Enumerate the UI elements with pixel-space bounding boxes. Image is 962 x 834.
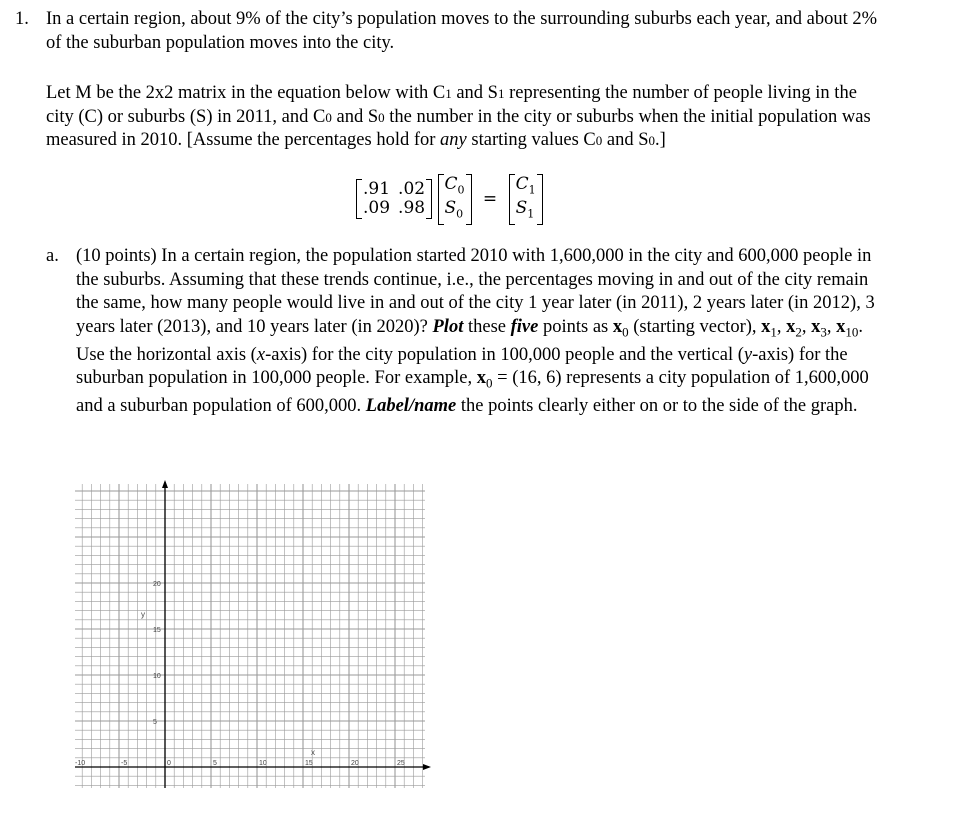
problem-number: 1. [15, 9, 29, 29]
x-tick-label: -5 [121, 760, 128, 767]
x-tick-label: 5 [213, 760, 217, 767]
vector-initial: $C_0$ $S_0$ [438, 174, 472, 225]
x-axis-arrow [423, 764, 431, 770]
equals-sign: = [482, 188, 498, 209]
part-a-text: (10 points) In a certain region, the population started 2010 with 1,600,000 in the city and 600,000 people in the suburbs. Assuming that these trends continue, i.e., the percentages moving in and out of the city remain the same, how many people would live in and out of the city 1 year later (in 2011), 2 years later (in 2012), 3 years later (2013), and 10 years later (in 2020)? Plot these five points as $x_0$ (starting vector), $x_1$, $x_2$, $x_3$, $x_{10}$. Use the horizontal axis (x-axis) for the city population in 100,000 people and the vertical (y-axis) for the suburban population in 100,000 people. For example, $x_0 = (16$, 6) represents a city population of 1,600,000 and a suburban population of 600,000. Label/name the points clearly either on or to the side of the graph. [76, 246, 875, 417]
graph-paper[interactable] [73, 480, 433, 800]
y-tick-label: 10 [153, 673, 161, 680]
matrix-equation [356, 174, 543, 225]
part-a-label: a. [46, 246, 59, 266]
x-tick-label: 25 [397, 760, 405, 767]
vector-result: $C_1$ $S_1$ [509, 174, 543, 225]
x-tick-label: 15 [305, 760, 313, 767]
y-axis-arrow [162, 480, 168, 488]
y-tick-label: 15 [153, 627, 161, 634]
x-axis-label: x [311, 748, 315, 757]
problem-setup: Let M be the 2x2 matrix in the equation below with C1 and S1 representing the number of people living in the city (C) or suburbs (S) in 2011, and C0 and S0 the number in the city or suburbs when the initial population was measured in 2010. [Assume the percentages hold for any starting values C0 and S0.] [46, 83, 871, 150]
x-tick-label: 10 [259, 760, 267, 767]
x-tick-label: 0 [167, 760, 171, 767]
matrix-m: .91 .02 .09 .98 [356, 179, 432, 219]
y-tick-label: 5 [153, 719, 157, 726]
x-tick-label: -10 [75, 760, 86, 767]
x-tick-label: 20 [351, 760, 359, 767]
y-axis-label: y [141, 610, 145, 619]
y-tick-label: 20 [153, 581, 161, 588]
problem-intro: In a certain region, about 9% of the city’s population moves to the surrounding suburbs each year, and about 2% of the suburban population moves into the city. [46, 9, 878, 53]
